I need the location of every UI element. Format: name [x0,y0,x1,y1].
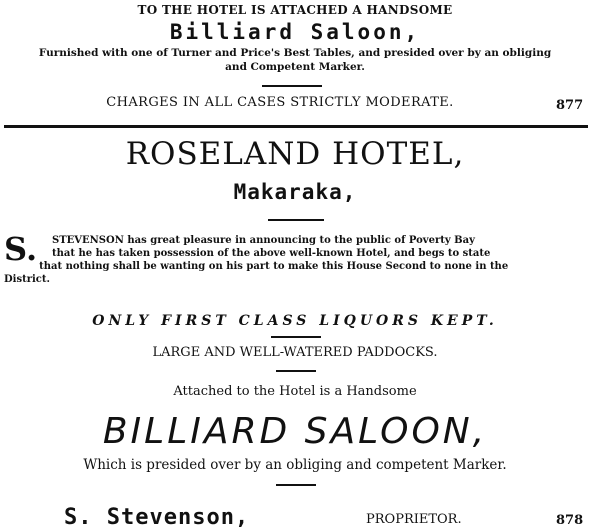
ad-separator-rule [4,125,588,128]
proprietor-title: PROPRIETOR. [366,512,462,527]
ad1-description-line2: and Competent Marker. [225,61,365,73]
hotel-title: ROSELAND HOTEL, [125,136,465,172]
ad1-reference-number: 877 [556,98,584,113]
drop-cap: S. [4,230,38,268]
short-divider [276,484,316,486]
paragraph-line: District. [4,274,50,285]
ad1-billiard-heading: Billiard Saloon, [169,20,421,44]
ad1-charges-line: CHARGES IN ALL CASES STRICTLY MODERATE. [106,95,454,110]
hotel-location: Makaraka, [233,180,357,204]
paragraph-line: that nothing shall be wanting on his part to make this House Second to none in the [39,261,509,272]
short-divider [262,85,322,87]
liquors-line: ONLY FIRST CLASS LIQUORS KEPT. [92,313,498,329]
presided-line: Which is presided over by an obliging and competent Marker. [83,457,507,473]
short-divider [276,370,316,372]
billiard-saloon-heading: BILLIARD SALOON, [102,411,488,452]
paddocks-line: LARGE AND WELL-WATERED PADDOCKS. [152,345,438,360]
ad1-intro-line: TO THE HOTEL IS ATTACHED A HANDSOME [137,3,453,17]
proprietor-name: S. Stevenson, [64,505,250,530]
announcement-paragraph [4,230,588,286]
paragraph-line: that he has taken possession of the above well-known Hotel, and begs to state [52,248,491,259]
ad1-description-line1: Furnished with one of Turner and Price's Best Tables, and presided over by an obliging [38,47,552,59]
attached-line: Attached to the Hotel is a Handsome [173,384,417,399]
ad2-reference-number: 878 [556,513,584,528]
short-divider [271,336,321,338]
short-divider [268,219,324,221]
paragraph-line: STEVENSON has great pleasure in announcing to the public of Poverty Bay [52,235,475,246]
